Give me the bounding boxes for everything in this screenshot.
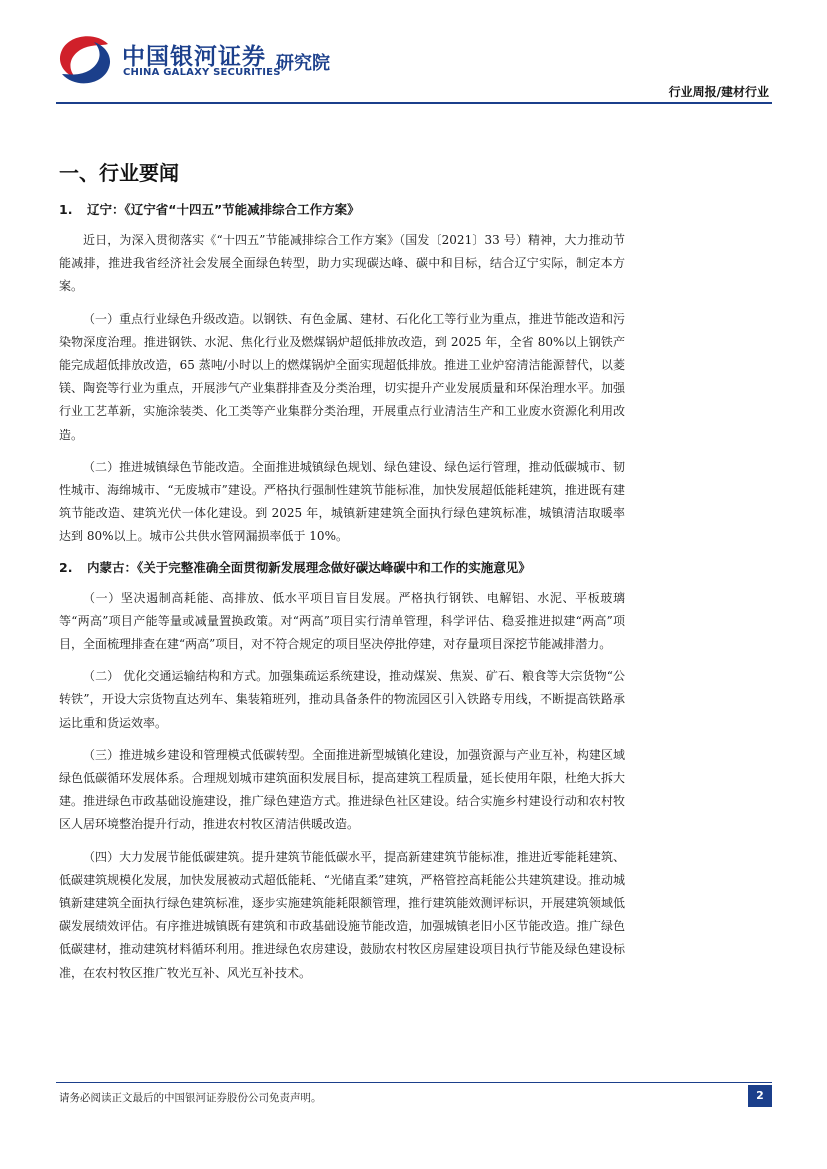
paragraph: （一）重点行业绿色升级改造。以钢铁、有色金属、建材、石化化工等行业为重点，推进节能改造和污染物深度治理。推进钢铁、水泥、焦化行业及燃煤锅炉超低排放改造，到 2025 年，全省 80%以上钢铁产能完成超低排放改造，65 蒸吨/小时以上的燃煤锅炉全面实现超低排放。推进工业炉窑清洁能源替代，以菱镁、陶瓷等行业为重点，开展涉气产业集群排查及分类治理，切实提升产业发展质量和环保治理水平。加强行业工艺革新，实施涂装类、化工类等产业集群分类治理，开展重点行业清洁生产和工业废水资源化利用改造。 — [59, 311, 625, 442]
footer-disclaimer: 请务必阅读正文最后的中国银河证券股份公司免责声明。 — [59, 1092, 322, 1104]
paragraph: （一）坚决遏制高耗能、高排放、低水平项目盲目发展。严格执行钢铁、电解铝、水泥、平板玻璃等“两高”项目产能等量或减量置换政策。对“两高”项目实行清单管理，科学评估、稳妥推进拟建“两高”项目，全面梳理排查在建“两高”项目，对不符合规定的项目坚决停批停建，对存量项目深挖节能减排潜力。 — [59, 590, 626, 652]
news-item-number: 2. — [59, 559, 73, 575]
news-item-heading — [59, 558, 625, 578]
news-item-title: 内蒙古：《关于完整准确全面贯彻新发展理念做好碳达峰碳中和工作的实施意见》 — [87, 559, 531, 575]
news-item-heading — [59, 200, 625, 220]
main-content — [59, 158, 625, 994]
news-item-title: 辽宁：《辽宁省“十四五”节能减排综合工作方案》 — [87, 202, 360, 217]
page-number: 2 — [748, 1085, 772, 1107]
paragraph: （三）推进城乡建设和管理模式低碳转型。全面推进新型城镇化建设，加强资源与产业互补，构建区域绿色低碳循环发展体系。合理规划城市建筑面积发展目标，提高建筑工程质量，延长使用年限，杜绝大拆大建。推进绿色市政基础设施建设，推广绿色建造方式。推进绿色社区建设。结合实施乡村建设行动和农村牧区人居环境整治提升行动，推进农村牧区清洁供暖改造。 — [59, 747, 625, 832]
page-header — [0, 0, 827, 110]
paragraph: （二）推进城镇绿色节能改造。全面推进城镇绿色规划、绿色建设、绿色运行管理，推动低碳城市、韧性城市、海绵城市、“无废城市”建设。严格执行强制性建筑节能标准，加快发展超低能耗建筑，推进既有建筑节能改造、建筑光伏一体化建设。到 2025 年，城镇新建建筑全面执行绿色建筑标准，城镇清洁取暖率达到 80%以上。城市公共供水管网漏损率低于 10%。 — [59, 459, 625, 544]
paragraph: 近日，为深入贯彻落实《“十四五”节能减排综合工作方案》（国发〔2021〕33 号）精神，大力推动节能减排，推进我省经济社会发展全面绿色转型，助力实现碳达峰、碳中和目标，结合辽宁实际，制定本方案。 — [59, 233, 625, 294]
paragraph: （二） 优化交通运输结构和方式。加强集疏运系统建设，推动煤炭、焦炭、矿石、粮食等大宗货物“公转铁”，开设大宗货物直达列车、集装箱班列，推动具备条件的物流园区引入铁路专用线，不断提高铁路承运比重和货运效率。 — [59, 669, 625, 730]
galaxy-logo-icon — [56, 34, 114, 86]
report-type: 行业周报/建材行业 — [668, 85, 769, 99]
brand-name-cn: 中国银河证券 — [122, 44, 266, 70]
paragraph: （四）大力发展节能低碳建筑。提升建筑节能低碳水平，提高新建建筑节能标准，推进近零能耗建筑、低碳建筑规模化发展，加快发展被动式超低能耗、“光储直柔”建筑，严格管控高耗能公共建筑建设。推动城镇新建建筑全面执行绿色建筑标准，逐步实施建筑能耗限额管理，推行建筑能效测评标识，开展建筑领域低碳发展绩效评估。有序推进城镇既有建筑和市政基础设施节能改造，加强城镇老旧小区节能改造。推广绿色低碳建材，推动建筑材料循环利用。推进绿色农房建设，鼓励农村牧区房屋建设项目执行节能及绿色建设标准，在农村牧区推广牧光互补、风光互补技术。 — [59, 849, 625, 980]
header-divider — [56, 102, 772, 104]
brand-name-en: CHINA GALAXY SECURITIES — [123, 67, 281, 78]
news-item-number: 1. — [59, 202, 73, 217]
section-title: 一、行业要闻 — [59, 161, 179, 185]
footer-divider — [56, 1082, 772, 1083]
brand-institute: 研究院 — [276, 53, 330, 74]
